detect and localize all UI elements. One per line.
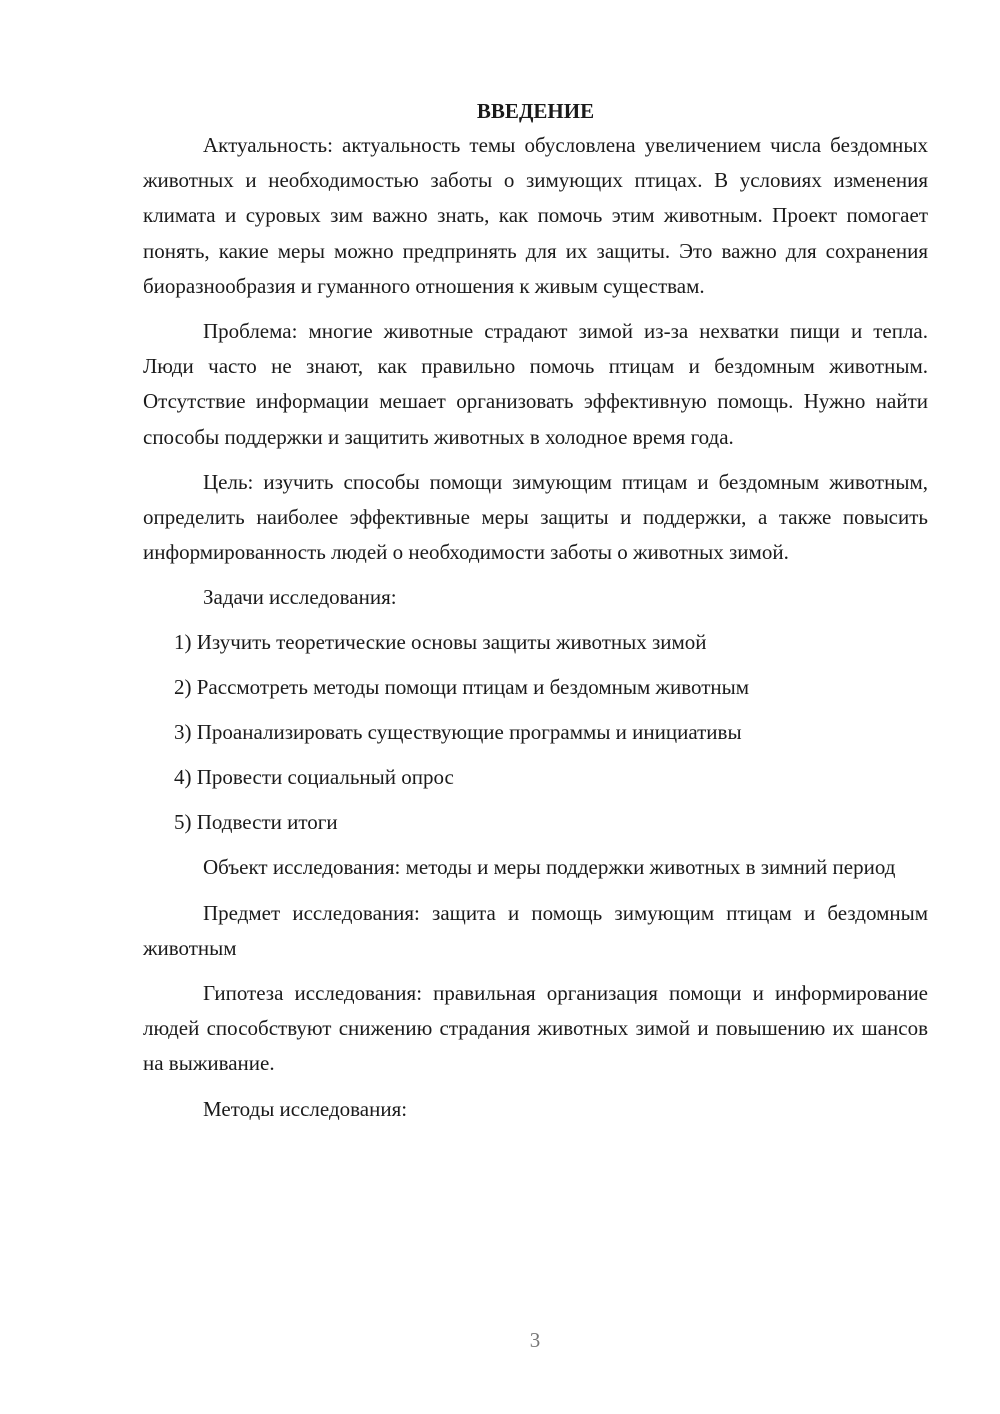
problem-paragraph: Проблема: многие животные страдают зимой из-за нехватки пищи и тепла. Люди часто не знают, как правильно помочь птицам и бездомным животным. Отсутствие информации мешает организовать эффективную помощь. Нужно найти способы поддержки и защитить животных в холодное время года. <box>143 319 928 449</box>
goal-paragraph: Цель: изучить способы помощи зимующим птицам и бездомным животным, определить наиболее эффективные меры защиты и поддержки, а также повысить информированность людей о необходимости заботы о животных зимой. <box>143 469 928 565</box>
methods-heading: Методы исследования: <box>203 1096 408 1121</box>
tasks-list <box>143 625 928 840</box>
task-item: 5) Подвести итоги <box>174 810 338 835</box>
tasks-heading: Задачи исследования: <box>203 585 397 610</box>
subject-paragraph: Предмет исследования: защита и помощь зимующим птицам и бездомным животным <box>143 900 928 960</box>
relevance-paragraph: Актуальность: актуальность темы обусловлена увеличением числа бездомных животных и необходимостью заботы о зимующих птицах. В условиях изменения климата и суровых зим важно знать, как помочь этим животным. Проект помогает понять, какие меры можно предпринять для их защиты. Это важно для сохранения биоразнообразия и гуманного отношения к живым существам. <box>143 133 928 298</box>
page-number: 3 <box>529 1328 541 1352</box>
object-paragraph: Объект исследования: методы и меры поддержки животных в зимний период <box>203 855 896 880</box>
task-item: 1) Изучить теоретические основы защиты животных зимой <box>174 630 707 655</box>
task-item: 2) Рассмотреть методы помощи птицам и бездомным животным <box>174 675 750 700</box>
hypothesis-paragraph: Гипотеза исследования: правильная организация помощи и информирование людей способствуют снижению страдания животных зимой и повышению их шансов на выживание. <box>143 981 928 1076</box>
page-content <box>143 96 928 1137</box>
section-title: ВВЕДЕНИЕ <box>476 99 595 123</box>
task-item: 4) Провести социальный опрос <box>174 765 454 790</box>
task-item: 3) Проанализировать существующие программы и инициативы <box>174 720 742 745</box>
